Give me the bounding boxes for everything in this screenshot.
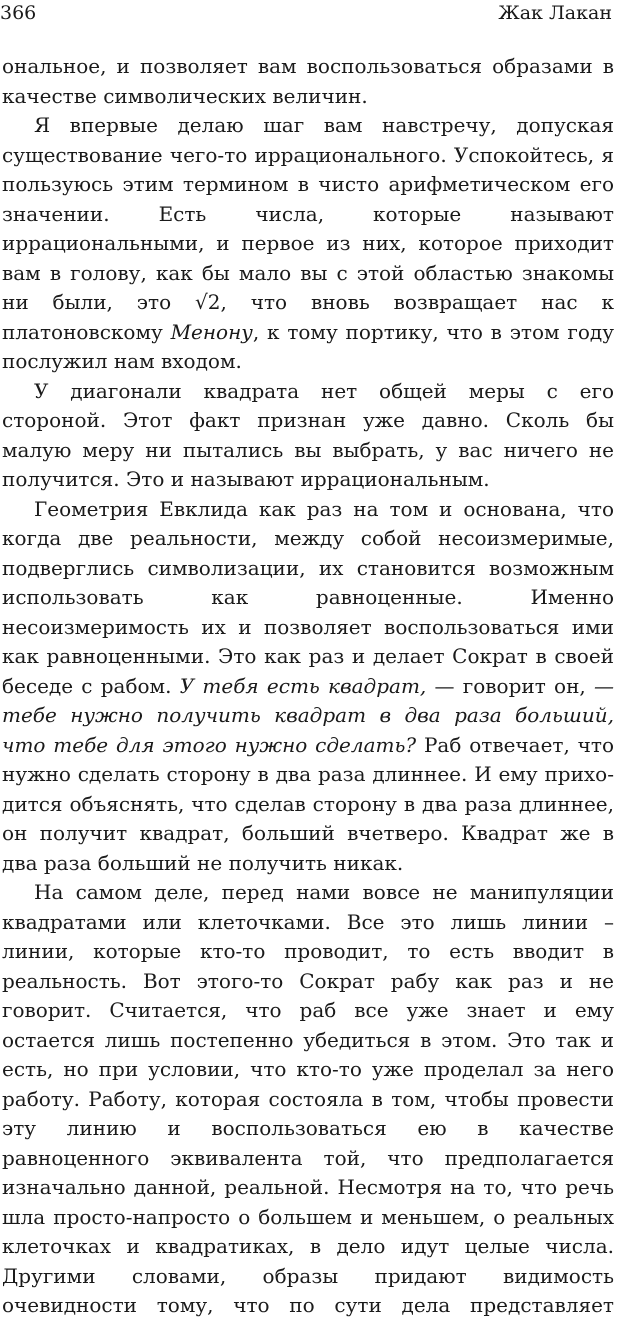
- paragraph: [2, 377, 614, 495]
- text-segment: Геометрия Евклида как раз на том и основана, что когда две реальности, между собой несоизмеримые, подверглись символизации, их становится возможным использовать как равноценные. Именно несоизмеримость их и позволяет воспользоваться ими как равноценными. Это как раз и делает Сократ в своей беседе с рабом.: [2, 496, 614, 698]
- italic-quote: — тебе нужно получить квадрат в два раза больший, что тебе для этого нужно сделать?: [2, 673, 614, 757]
- paragraph-last: [2, 878, 614, 1321]
- body-text: [2, 52, 614, 1321]
- paragraph: [2, 111, 614, 377]
- italic-quote: У тебя есть квадрат,: [179, 673, 427, 698]
- text-segment: Я впервые делаю шаг вам навстречу, допуская существование чего-то иррационального. Успокойтесь, я пользуюсь этим термином в чисто арифметическом его значении. Есть числа, которые называют иррациональными, и первое из них, которое приходит вам в голову, как бы мало вы с этой областью знакомы ни были, это √2, что вновь возвращает нас к платоновскому: [2, 113, 614, 344]
- running-head-author: Жак Лакан: [498, 2, 612, 24]
- paragraph: [2, 495, 614, 879]
- page-number: 366: [0, 2, 37, 24]
- text-segment: — говорит он,: [426, 673, 594, 698]
- text-segment: Раб отвечает, что нужно сделать сторону в два раза длиннее. И ему приходится объяснять, что сделав сторону в два раза длиннее, он получит квадрат, больший вчетверо. Квадрат же в два раза больший не получить никак.: [2, 732, 614, 875]
- text-segment: , к тому портику, что в этом году послужил нам входом.: [2, 319, 614, 373]
- text-segment: ональное, и позволяет вам воспользоваться образами в качестве символических величин.: [2, 54, 614, 108]
- text-segment: На самом деле, перед нами вовсе не манипуляции квадратами или клеточками. Все это лишь линии – линии, которые кто-то проводит, то есть вводит в реальность. Вот этого-то Сократ рабу как раз и не говорит. Считается, что раб все уже знает и ему остается лишь постепенно убедиться в этом. Это так и есть, но при условии, что кто-то уже проделал за него работу. Работу, которая состояла в том, чтобы провести эту линию и воспользоваться ею в качестве равноценного эквивалента той, что предполагается изначально данной, реальной. Несмотря на то, что речь шла просто-напросто о большем и меньшем, о реальных клеточках и квадратиках, в дело идут целые числа. Другими словами, образы придают видимость очевидности тому, что по сути дела представляет: [2, 880, 614, 1317]
- italic-title: Менону: [170, 319, 253, 344]
- text-segment: У диагонали квадрата нет общей меры с его стороной. Этот факт признан уже давно. Сколь бы малую меру ни пытались вы выбрать, у вас ничего не получится. Это и называют иррациональным.: [2, 378, 614, 491]
- paragraph-continued: [2, 52, 614, 111]
- page-header: [0, 0, 612, 34]
